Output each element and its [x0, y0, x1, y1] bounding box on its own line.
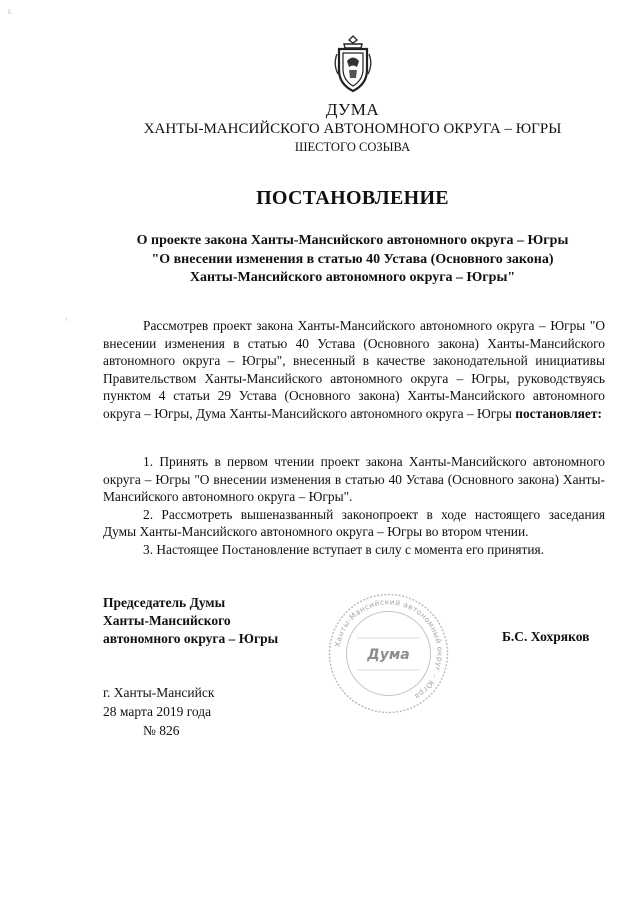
item-1: 1. Принять в первом чтении проект закона Ханты-Мансийского автономного округа – Югры "О внесении изменения в статью 40 Устава (Основного закона) Ханты-Мансийского автономного округа – Югры". — [103, 454, 605, 504]
subject-line-3: Ханты-Мансийского автономного округа – Югры" — [189, 270, 516, 285]
signatory-title-line: Председатель Думы — [103, 595, 226, 610]
city: г. Ханты-Мансийск — [103, 685, 215, 700]
org-subtitle: ХАНТЫ-МАНСИЙСКОГО АВТОНОМНОГО ОКРУГА – ЮГРЫ — [143, 121, 562, 137]
item-2: 2. Рассмотреть вышеназванный законопроект в ходе настоящего заседания Думы Ханты-Мансийского автономного округа – Югры во втором чтении. — [103, 506, 605, 539]
resolution-items — [103, 453, 605, 558]
official-seal — [327, 592, 450, 715]
subject-line-1: О проекте закона Ханты-Мансийского автономного округа – Югры — [136, 233, 569, 248]
signatory-title — [103, 594, 278, 648]
subject-line-2: "О внесении изменения в статью 40 Устава (Основного закона) — [151, 252, 554, 267]
item-3: 3. Настоящее Постановление вступает в силу с момента его принятия. — [143, 541, 545, 557]
preamble — [103, 317, 605, 422]
coat-of-arms-icon — [330, 34, 376, 94]
date: 28 марта 2019 года — [103, 704, 212, 719]
scan-corner-mark: ᴸ — [8, 8, 12, 19]
place-date-block — [103, 683, 214, 740]
svg-text:Дума: Дума — [367, 647, 410, 663]
resolution-word: постановляет: — [515, 405, 602, 421]
signatory-title-line: Ханты-Мансийского — [103, 613, 231, 628]
convocation-line: ШЕСТОГО СОЗЫВА — [294, 140, 411, 154]
document-type: ПОСТАНОВЛЕНИЕ — [256, 187, 449, 209]
preamble-text: Рассмотрев проект закона Ханты-Мансийского автономного округа – Югры "О внесении изменения в статью 40 Устава (Основного закона) Ханты-Мансийского автономного округа – Югры", внесенный в качестве законодательной инициативы Правительством Ханты-Мансийского автономного округа – Югры, руководствуясь пунктом 4 статьи 29 Устава (Основного закона) Ханты-Мансийского автономного округа – Югры, Дума Ханты-Мансийского автономного округа – Югры — [103, 318, 605, 421]
signatory-name: Б.С. Хохряков — [502, 629, 590, 644]
signatory-title-line: автономного округа – Югры — [103, 631, 279, 646]
svg-text:Ханты-Мансийский автономный ок: Ханты-Мансийский автономный округ – Югра — [332, 597, 445, 702]
scan-margin-mark: ᵢ — [66, 313, 68, 322]
document-number: № 826 — [143, 723, 180, 738]
org-title: ДУМА — [325, 100, 380, 119]
